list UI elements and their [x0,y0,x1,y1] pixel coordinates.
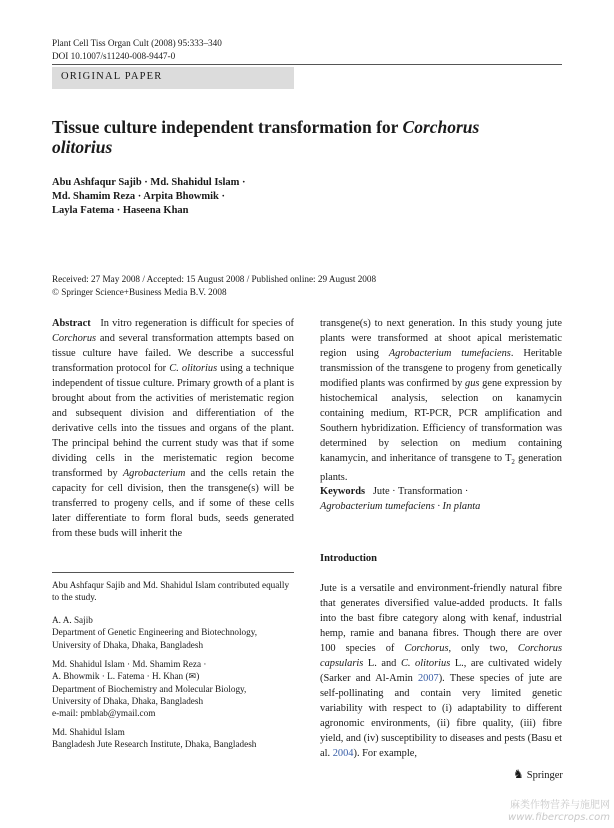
abstract-left-column [52,316,294,541]
intro-italic: Corchorus capsularis [320,643,562,669]
title-italic-1: Corchorus [402,117,480,137]
abstract-italic: Agrobacterium tumefaciens [388,348,511,359]
keywords-line: Jute · Transformation · [372,486,469,497]
footnote-name: Md. Shahidul Islam [52,727,125,737]
abstract-italic: Agrobacterium [122,468,186,479]
footnote-equal-contribution [52,579,294,604]
footnote-text: Department of Biochemistry and Molecular Biology, [52,683,247,694]
journal-citation [52,37,222,62]
header-rule [52,64,562,65]
footnote-text: University of Dhaka, Dhaka, Bangladesh [52,695,204,706]
intro-text: ). For example, [353,748,417,759]
abstract-text: and several transformation attempts based on tissue culture have failed. We describe a successful transformation protocol for [52,333,294,374]
author-list [52,176,352,218]
publisher-name: Springer [526,770,563,781]
abstract-text: and the cells retain the capacity for cell division, then the transgene(s) will be transferred to progeny cells, and if some of these cells later differentiate to form floral buds, seeds generated from these buds will inherit the [52,468,294,539]
abstract-text: In vitro regeneration is difficult for species of [100,318,294,329]
abstract-text: . Heritable transmission of the transgene to progeny from genetically modified plants was confirmed by [320,348,562,389]
abstract-text: using a technique independent of tissue culture. Primary growth of a plant is brought about from the activities of meristematic region and subsequent division and differentiation of the derivative cells into the tissues and organs of the plant. The principal behind the current study was that if some dividing cells in the meristematic region become transformed by [52,363,294,479]
intro-text: ). These species of jute are self-pollinating and contain very limited genetic variability with respect to (i) adaptability to different agronomic environments, (ii) fibre quality, (iii) fibre yield, and (iv) susceptibility to diseases and pests (Basu et al. [320,673,562,759]
citation-link[interactable]: 2007 [417,673,439,684]
paper-title [52,117,552,157]
abstract-italic: gus [465,378,480,389]
copyright-line: © Springer Science+Business Media B.V. 2008 [52,286,227,297]
footnote-name: A. A. Sajib [52,615,93,625]
watermark-cn: 麻类作物营养与施肥网 [510,800,610,811]
footnote-affiliation-3 [52,726,294,751]
footnote-text: University of Dhaka, Dhaka, Bangladesh [52,639,204,650]
author-line: Abu Ashfaqur Sajib · Md. Shahidul Islam · [52,177,246,188]
publication-dates [52,273,562,298]
author-line: Md. Shamim Reza · Arpita Bhowmik · [52,191,225,202]
section-badge-label: ORIGINAL PAPER [61,71,163,82]
springer-footer [513,767,563,782]
intro-italic: C. olitorius [400,658,451,669]
intro-text: L., are cultivated widely (Sarker and Al-Amin [320,658,562,684]
citation-link[interactable]: 2004 [332,748,354,759]
footnote-text: Abu Ashfaqur Sajib and Md. Shahidul Islam contributed equally to the study. [52,580,290,603]
keywords-line: Agrobacterium tumefaciens · In planta [320,501,481,512]
footnote-name: A. Bhowmik · L. Fatema · H. Khan (✉) [52,671,200,682]
introduction-body [320,581,562,761]
footnote-text: Department of Genetic Engineering and Biotechnology, [52,627,258,638]
abstract-italic: C. olitorius [169,363,218,374]
footnote-affiliation-2 [52,658,294,719]
section-badge [52,67,294,89]
footnote-name: Md. Shahidul Islam · Md. Shamim Reza · [52,659,207,669]
title-text: Tissue culture independent transformation for [52,117,403,137]
doi-line: DOI 10.1007/s11240-008-9447-0 [52,50,176,61]
intro-italic: Corchorus [404,643,449,654]
springer-horse-logo-icon: ♞ [513,767,524,781]
journal-line: Plant Cell Tiss Organ Cult (2008) 95:333–340 [52,38,222,48]
keywords-heading: Keywords [320,486,366,497]
abstract-right-column [320,316,562,485]
introduction-heading: Introduction [320,553,377,564]
keywords [320,484,562,514]
subscript: 2 [511,458,515,467]
received-dates: Received: 27 May 2008 / Accepted: 15 August 2008 / Published online: 29 August 2008 [52,274,377,284]
abstract-italic: Corchorus [52,333,97,344]
abstract-text: transgene(s) to next generation. In this study young jute plants were transformed at shoot apical meristematic region using [320,318,562,359]
watermark-url: www.fibercrops.com [508,812,610,823]
abstract-heading: Abstract [52,318,91,329]
footnote-affiliation-1 [52,614,294,651]
abstract-text: gene expression by histochemical analysis, selection on kanamycin containing medium, RT-PCR, PCR amplification and Southern hybridization. Efficiency of transformation was determined by selection on medium containing kanamycin, and inheritance of transgene to T [320,378,562,464]
abstract-text: generation plants. [320,453,562,484]
email-link[interactable]: e-mail: pmblab@ymail.com [52,708,156,719]
title-italic-2: olitorius [52,137,113,157]
site-watermark [508,800,610,824]
footnote-rule [52,572,294,573]
intro-text: L. and [363,658,401,669]
author-line: Layla Fatema · Haseena Khan [52,205,189,216]
intro-text: Jute is a versatile and environment-friendly natural fibre that generates diversified value-added products. It falls into the bast fibre category along with kenaf, industrial hemp, ramie and banana fibres. Though there are over 100 species of [320,583,562,654]
footnote-text: Bangladesh Jute Research Institute, Dhaka, Bangladesh [52,739,257,750]
intro-text: , only two, [448,643,518,654]
